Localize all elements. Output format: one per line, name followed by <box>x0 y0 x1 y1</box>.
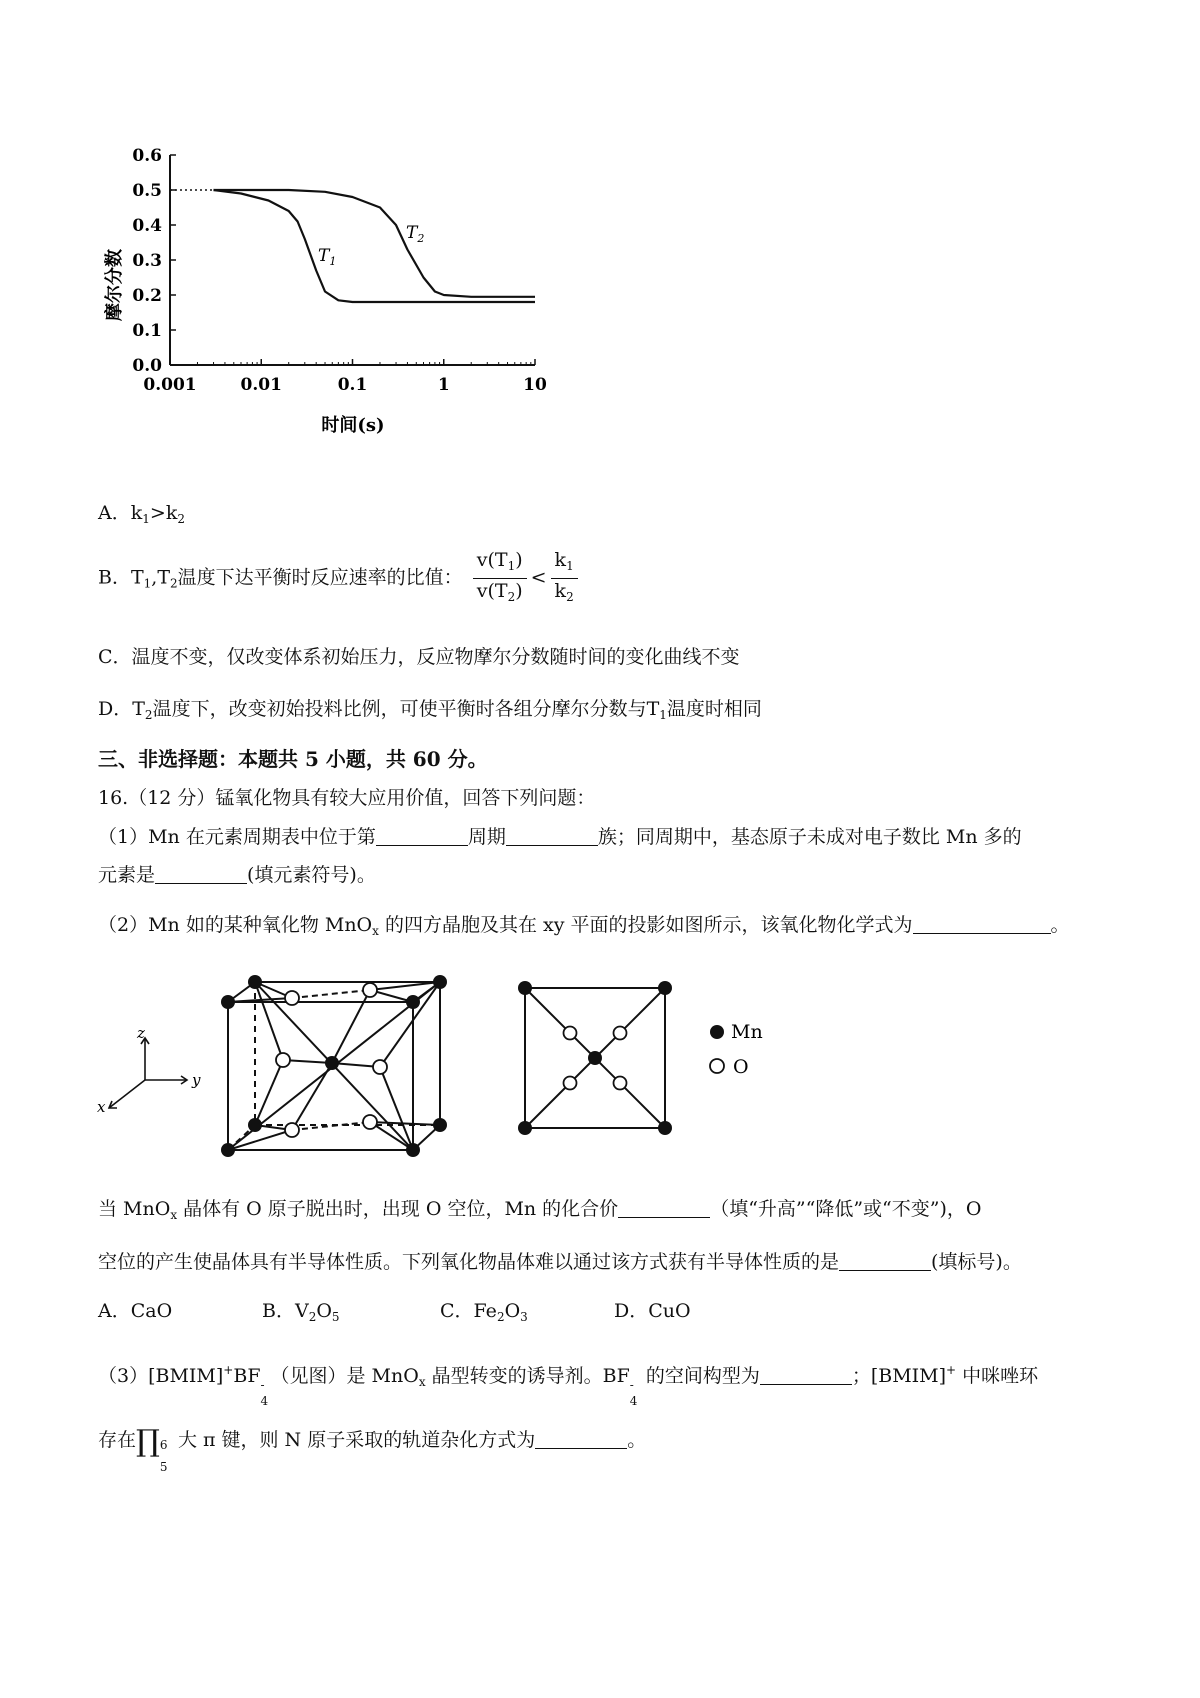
series-line-t2 <box>214 190 536 297</box>
legend-mn-label: Mn <box>731 1021 763 1043</box>
blank-element[interactable] <box>155 863 247 884</box>
y-axis-label: 摩尔分数 <box>104 249 125 321</box>
blank-group[interactable] <box>506 825 598 846</box>
x-tick-label: 0.001 <box>143 375 197 395</box>
x-tick-label: 0.1 <box>337 375 368 395</box>
q16-part1-line1: （1）Mn 在元素周期表中位于第 周期 族；同周期中，基态原子未成对电子数比 Mn 多的 <box>98 826 1022 848</box>
blank-period[interactable] <box>376 825 468 846</box>
section-title: 三、非选择题：本题共 5 小题，共 60 分。 <box>98 747 488 771</box>
blank-hybridization[interactable] <box>535 1428 627 1449</box>
k-ratio-fraction: $\frac{k_1}{k_2}$ <box>551 548 578 609</box>
blank-bf4-geometry[interactable] <box>760 1364 852 1385</box>
x-axis-label: 时间(s) <box>321 415 385 436</box>
crystal-diagram <box>95 960 855 1160</box>
y-tick-label: 0.0 <box>132 356 162 376</box>
choice-d: D．CuO <box>614 1300 691 1322</box>
axes-indicator <box>109 1038 187 1108</box>
choice-c: C．$Fe_2O_3$ <box>440 1300 528 1324</box>
option-d: D．$T_2$温度下，改变初始投料比例，可使平衡时各组分摩尔分数与$T_1$温度时相同 <box>98 698 762 722</box>
y-tick-label: 0.4 <box>132 216 162 236</box>
chart-ticks <box>132 146 547 395</box>
q16-part3-line2: 存在∏ 6 5 大 π 键，则 N 原子采取的轨道杂化方式为 。 <box>98 1424 647 1474</box>
axis-x-label: x <box>97 1098 106 1116</box>
choice-b: B．$V_2O_5$ <box>262 1300 340 1324</box>
legend-o-label: O <box>733 1056 749 1078</box>
option-c: C．温度不变，仅改变体系初始压力，反应物摩尔分数随时间的变化曲线不变 <box>98 646 740 668</box>
q16-part2-vacancy-2: 空位的产生使晶体具有半导体性质。下列氧化物晶体难以通过该方式获有半导体性质的是 (填标号)。 <box>98 1251 1022 1273</box>
blank-valence[interactable] <box>618 1197 710 1218</box>
q16-part2: （2）Mn 如的某种氧化物 MnO$_x$ 的四方晶胞及其在 xy 平面的投影如图所示，该氧化物化学式为 。 <box>98 914 1070 938</box>
choice-a: A．CaO <box>98 1300 173 1322</box>
blank-formula[interactable] <box>913 913 1051 934</box>
series-line-t1 <box>214 190 536 302</box>
q16-part1-line2: 元素是 (填元素符号)。 <box>98 864 376 886</box>
q16-part3-line1: （3）[BMIM]+BF - 4 （见图）是 MnO$_x$ 晶型转变的诱导剂。BF - 4 的空间构型为 ；[BMIM]+ 中咪唑环 <box>98 1363 1039 1408</box>
axis-z-label: z <box>137 1024 145 1042</box>
y-tick-label: 0.5 <box>132 181 162 201</box>
legend-o-icon <box>710 1059 724 1073</box>
x-tick-label: 1 <box>437 375 450 395</box>
y-tick-label: 0.6 <box>132 146 162 166</box>
mole-fraction-chart <box>90 135 570 445</box>
q16-stem: 16.（12 分）锰氧化物具有较大应用价值，回答下列问题： <box>98 787 596 809</box>
q16-part2-vacancy-1: 当 MnO$_x$ 晶体有 O 原子脱出时，出现 O 空位，Mn 的化合价 （填“升高”“降低”或“不变”)，O <box>98 1198 982 1222</box>
series-label-t2: $T_2$ <box>406 223 425 245</box>
pi-product-symbol: ∏ <box>136 1424 160 1459</box>
x-tick-label: 0.01 <box>240 375 282 395</box>
y-tick-label: 0.2 <box>132 286 162 306</box>
y-tick-label: 0.3 <box>132 251 162 271</box>
option-b: B．$T_1,T_2$温度下达平衡时反应速率的比值： $\frac{v(T_1)}{v(T_2)}$ < $\frac{k_1}{k_2}$ <box>98 548 582 609</box>
axis-y-label: y <box>192 1071 201 1089</box>
option-a: A．$k_1>k_2$ <box>98 502 185 526</box>
chart-lines <box>170 190 535 302</box>
x-tick-label: 10 <box>523 375 547 395</box>
series-label-t1: $T_1$ <box>318 246 337 268</box>
blank-oxide-choice[interactable] <box>839 1250 931 1271</box>
y-tick-label: 0.1 <box>132 321 162 341</box>
rate-ratio-fraction: $\frac{v(T_1)}{v(T_2)}$ <box>473 548 527 609</box>
legend-mn-icon <box>710 1025 724 1039</box>
chart-axes <box>170 155 535 365</box>
